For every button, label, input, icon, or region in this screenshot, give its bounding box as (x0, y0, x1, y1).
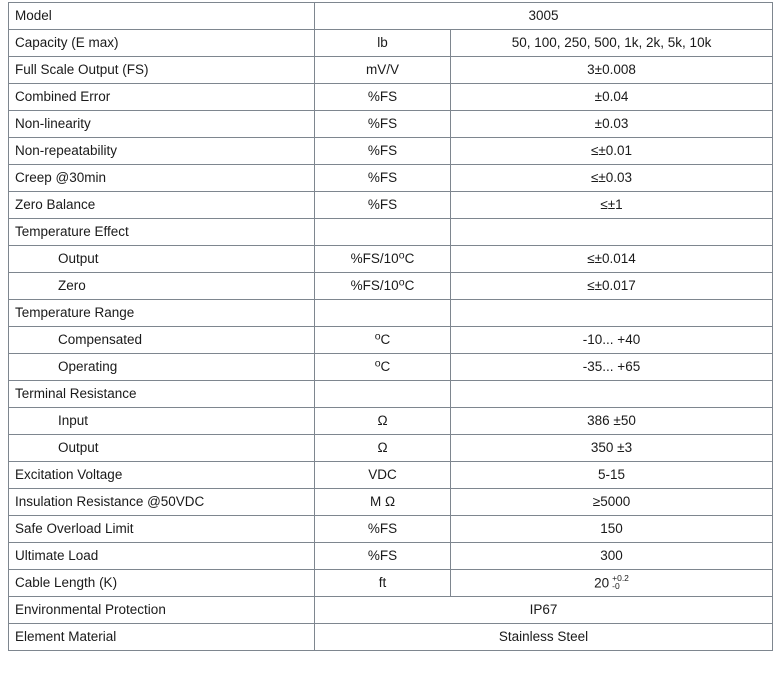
row-value: ≤±0.014 (451, 246, 773, 273)
table-row (9, 57, 773, 84)
row-unit: %FS/10$^o$C (315, 273, 451, 300)
table-row (9, 111, 773, 138)
tolerance-stack (612, 574, 629, 590)
row-label: Cable Length (K) (9, 570, 315, 597)
row-value: 386 ±50 (451, 408, 773, 435)
row-label: Full Scale Output (FS) (9, 57, 315, 84)
row-unit: %FS (315, 138, 451, 165)
table-row (9, 327, 773, 354)
tolerance-upper: +0.2 (612, 573, 629, 584)
table-row (9, 3, 773, 30)
row-label: Element Material (9, 624, 315, 651)
row-value: -35... +65 (451, 354, 773, 381)
table-row (9, 192, 773, 219)
row-value: 3005 (315, 3, 773, 30)
row-label: Combined Error (9, 84, 315, 111)
row-label: Safe Overload Limit (9, 516, 315, 543)
row-unit: lb (315, 30, 451, 57)
table-row (9, 435, 773, 462)
degree-symbol: o (374, 330, 381, 343)
row-label: Ultimate Load (9, 543, 315, 570)
row-value: ±0.04 (451, 84, 773, 111)
row-value: ≥5000 (451, 489, 773, 516)
row-value: 150 (451, 516, 773, 543)
row-label: Model (9, 3, 315, 30)
row-unit: mV/V (315, 57, 451, 84)
sub-row-label: Output (9, 246, 315, 273)
row-value: 300 (451, 543, 773, 570)
section-header-label: Temperature Effect (9, 219, 315, 246)
table-row (9, 489, 773, 516)
row-value: 5-15 (451, 462, 773, 489)
row-label: Zero Balance (9, 192, 315, 219)
row-value: Stainless Steel (315, 624, 773, 651)
row-value: IP67 (315, 597, 773, 624)
row-label: Insulation Resistance @50VDC (9, 489, 315, 516)
row-unit: %FS (315, 543, 451, 570)
row-unit: M Ω (315, 489, 451, 516)
row-label: Creep @30min (9, 165, 315, 192)
table-row (9, 381, 773, 408)
table-row (9, 138, 773, 165)
sub-row-label: Operating (9, 354, 315, 381)
row-value: -10... +40 (451, 327, 773, 354)
row-unit: %FS (315, 165, 451, 192)
row-unit: ft (315, 570, 451, 597)
table-row (9, 597, 773, 624)
row-value-number: 20 (594, 575, 610, 591)
table-row (9, 219, 773, 246)
row-unit: %FS/10$^o$C (315, 246, 451, 273)
row-unit (315, 300, 451, 327)
section-header-label: Temperature Range (9, 300, 315, 327)
degree-symbol: o (398, 276, 405, 289)
table-row (9, 354, 773, 381)
row-unit: $^o$C (315, 354, 451, 381)
row-value (451, 570, 773, 597)
sub-row-label: Zero (9, 273, 315, 300)
table-row (9, 165, 773, 192)
row-label: Non-repeatability (9, 138, 315, 165)
row-value: ±0.03 (451, 111, 773, 138)
row-value: 50, 100, 250, 500, 1k, 2k, 5k, 10k (451, 30, 773, 57)
sub-row-label: Compensated (9, 327, 315, 354)
row-value (451, 300, 773, 327)
table-row (9, 543, 773, 570)
row-unit: %FS (315, 516, 451, 543)
table-row (9, 624, 773, 651)
row-label: Non-linearity (9, 111, 315, 138)
row-value: ≤±0.03 (451, 165, 773, 192)
row-value: 350 ±3 (451, 435, 773, 462)
row-value: ≤±1 (451, 192, 773, 219)
row-value: 3±0.008 (451, 57, 773, 84)
spec-table-body (9, 3, 773, 651)
row-value (451, 381, 773, 408)
table-row (9, 408, 773, 435)
row-label: Environmental Protection (9, 597, 315, 624)
row-unit: Ω (315, 435, 451, 462)
sub-row-label: Output (9, 435, 315, 462)
tolerance-lower: -0 (612, 581, 620, 592)
table-row (9, 30, 773, 57)
row-unit: VDC (315, 462, 451, 489)
table-row (9, 570, 773, 597)
row-unit: %FS (315, 84, 451, 111)
row-label: Excitation Voltage (9, 462, 315, 489)
row-unit: Ω (315, 408, 451, 435)
table-row (9, 462, 773, 489)
table-row (9, 273, 773, 300)
table-row (9, 246, 773, 273)
row-unit (315, 381, 451, 408)
table-row (9, 84, 773, 111)
section-header-label: Terminal Resistance (9, 381, 315, 408)
row-unit: %FS (315, 111, 451, 138)
row-value: ≤±0.01 (451, 138, 773, 165)
row-unit (315, 219, 451, 246)
row-value (451, 219, 773, 246)
load-cell-specification-table (8, 2, 773, 651)
row-unit: %FS (315, 192, 451, 219)
row-label: Capacity (E max) (9, 30, 315, 57)
sub-row-label: Input (9, 408, 315, 435)
row-value: ≤±0.017 (451, 273, 773, 300)
degree-symbol: o (374, 357, 381, 370)
row-unit: $^o$C (315, 327, 451, 354)
table-row (9, 300, 773, 327)
table-row (9, 516, 773, 543)
degree-symbol: o (398, 249, 405, 262)
